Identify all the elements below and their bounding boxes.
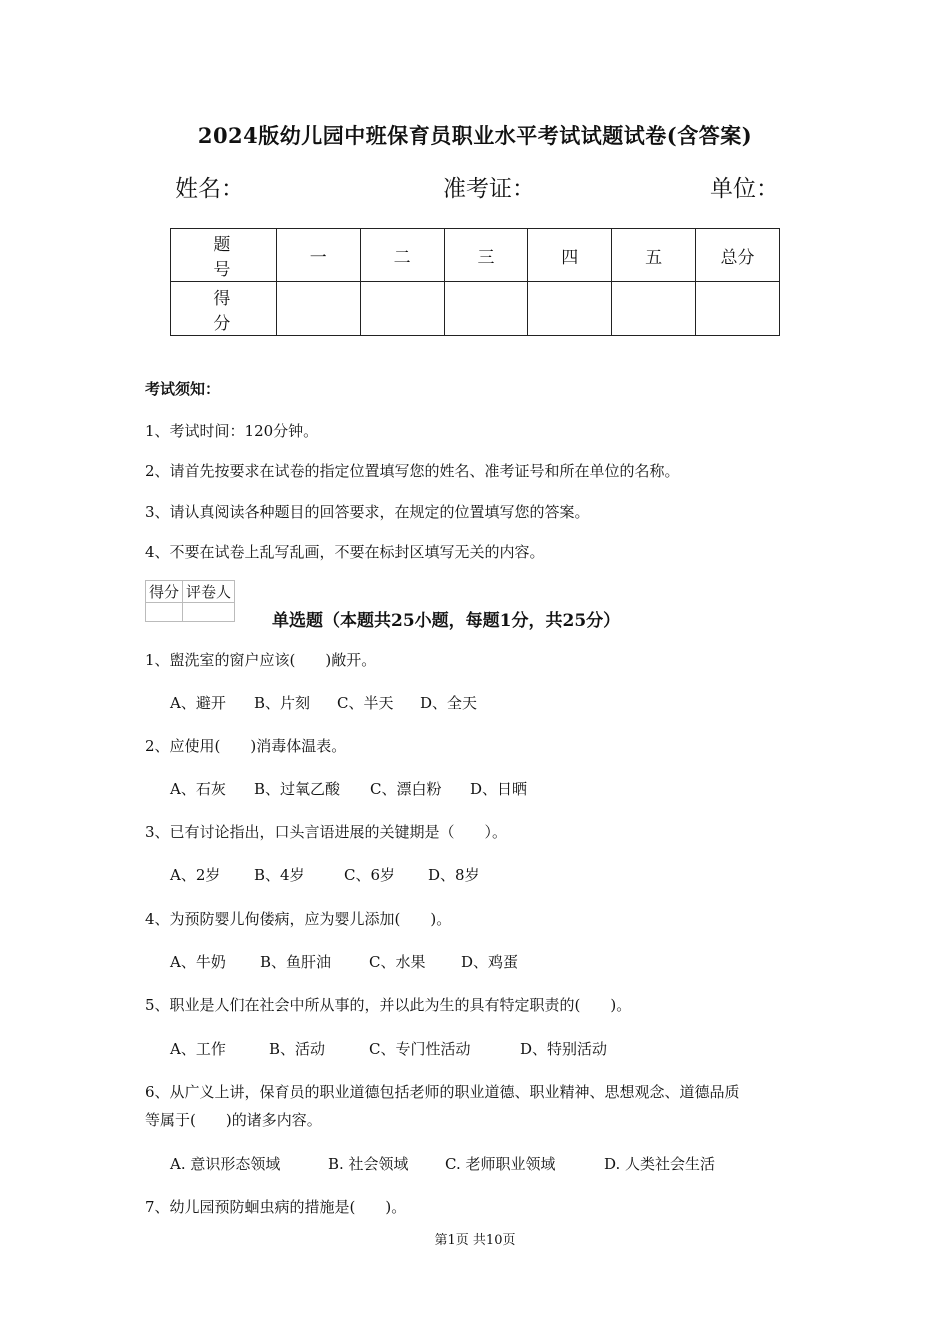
score-row-label: 得 分 [171, 282, 277, 336]
notice-item: 4、不要在试卷上乱写乱画，不要在标封区填写无关的内容。 [145, 543, 545, 561]
notice-heading: 考试须知： [145, 380, 221, 398]
option-c: C、半天 [337, 694, 394, 712]
candidate-info-row [175, 170, 785, 204]
notice-item: 1、考试时间：120分钟。 [145, 422, 319, 440]
question-5: 5、职业是人们在社会中所从事的，并以此为生的具有特定职责的( )。 [145, 996, 632, 1014]
unit-field-label: 单位： [710, 176, 779, 202]
option-d: D、日晒 [470, 780, 528, 798]
score-header-total: 总分 [696, 229, 780, 282]
score-cell [276, 282, 360, 336]
grader-name-cell [183, 603, 235, 622]
exam-title: 2024版幼儿园中班保育员职业水平考试试题试卷(含答案) [197, 123, 753, 148]
option-b: B、片刻 [254, 694, 311, 712]
score-cell [612, 282, 696, 336]
notice-item: 3、请认真阅读各种题目的回答要求，在规定的位置填写您的答案。 [145, 503, 590, 521]
page-footer: 第1页 共10页 [434, 1233, 516, 1248]
score-table-score-row [171, 282, 780, 336]
grader-score-label: 得分 [146, 581, 183, 603]
question-6: 6、从广义上讲，保育员的职业道德包括老师的职业道德、职业精神、思想观念、道德品质 [145, 1083, 740, 1101]
option-c: C、6岁 [344, 866, 396, 884]
option-b: B、过氧乙酸 [254, 780, 341, 798]
score-cell [360, 282, 444, 336]
section-title: 单选题（本题共25小题，每题1分，共25分） [272, 611, 621, 631]
option-b: B. 社会领域 [328, 1155, 409, 1173]
question-4: 4、为预防婴儿佝偻病，应为婴儿添加( )。 [145, 910, 452, 928]
option-a: A、牛奶 [170, 953, 226, 971]
score-header-5: 五 [612, 229, 696, 282]
score-table [170, 228, 780, 336]
grader-box-header [146, 581, 235, 603]
option-c: C、漂白粉 [370, 780, 442, 798]
score-header-4: 四 [528, 229, 612, 282]
score-cell [696, 282, 780, 336]
option-c: C. 老师职业领域 [445, 1155, 556, 1173]
score-cell [444, 282, 528, 336]
option-a: A、工作 [170, 1040, 226, 1058]
option-b: B、鱼肝油 [260, 953, 332, 971]
option-c: C、专门性活动 [369, 1040, 471, 1058]
option-c: C、水果 [369, 953, 426, 971]
notice-item: 2、请首先按要求在试卷的指定位置填写您的姓名、准考证号和所在单位的名称。 [145, 462, 680, 480]
score-cell [528, 282, 612, 336]
option-a: A、石灰 [170, 780, 226, 798]
grader-box [145, 580, 235, 622]
score-table-header-row [171, 229, 780, 282]
question-7: 7、幼儿园预防蛔虫病的措施是( )。 [145, 1198, 407, 1216]
option-b: B、活动 [269, 1040, 326, 1058]
name-field-label: 姓名： [175, 176, 244, 202]
question-2: 2、应使用( )消毒体温表。 [145, 737, 347, 755]
score-header-3: 三 [444, 229, 528, 282]
option-d: D、鸡蛋 [461, 953, 519, 971]
score-header-label: 题 号 [171, 229, 277, 282]
question-6-continued: 等属于( )的诸多内容。 [145, 1111, 322, 1129]
option-a: A、避开 [170, 694, 226, 712]
grader-name-label: 评卷人 [183, 581, 235, 603]
option-d: D、特别活动 [520, 1040, 608, 1058]
option-b: B、4岁 [254, 866, 305, 884]
question-3: 3、已有讨论指出，口头言语进展的关键期是（ ）。 [145, 823, 508, 841]
option-d: D、全天 [420, 694, 478, 712]
grader-score-cell [146, 603, 183, 622]
grader-box-blank-row [146, 603, 235, 622]
score-header-2: 二 [360, 229, 444, 282]
option-d: D、8岁 [428, 866, 480, 884]
option-a: A. 意识形态领域 [170, 1155, 281, 1173]
exam-id-field-label: 准考证： [443, 176, 535, 202]
question-1: 1、盥洗室的窗户应该( )敞开。 [145, 651, 377, 669]
option-a: A、2岁 [170, 866, 221, 884]
score-header-1: 一 [276, 229, 360, 282]
option-d: D. 人类社会生活 [604, 1155, 716, 1173]
